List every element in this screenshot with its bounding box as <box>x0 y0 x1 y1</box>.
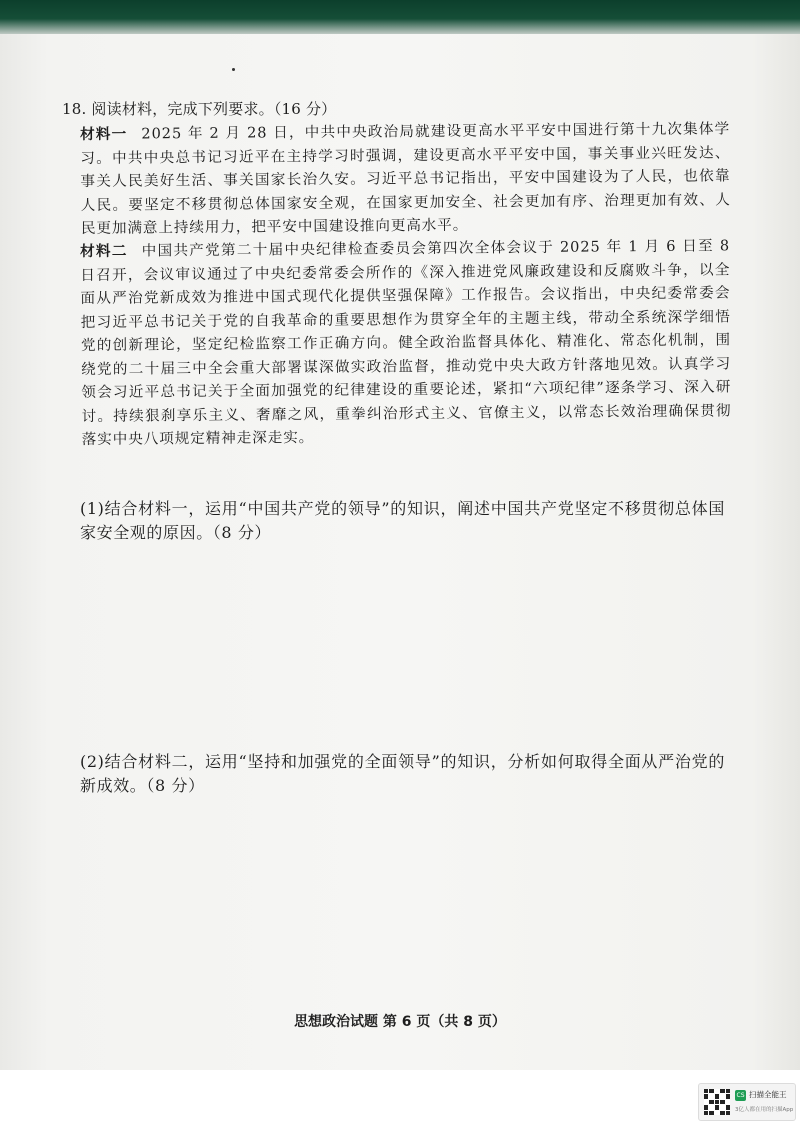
paper-speck <box>232 68 235 71</box>
material-two <box>80 234 732 451</box>
scanner-watermark <box>698 1083 796 1121</box>
qr-code-icon <box>704 1089 730 1115</box>
sub-question-2: (2)结合材料二，运用“坚持和加强党的全面领导”的知识，分析如何取得全面从严治党的新成效。（8 分） <box>80 752 725 795</box>
question-title: 18. 阅读材料，完成下列要求。（16 分） <box>62 100 337 118</box>
material-one-text: 2025 年 2 月 28 日，中共中央政治局就建设更高水平平安中国进行第十九次集体学习。中共中央总书记习近平在主持学习时强调，建设更高水平平安中国，事关事业兴旺发达、事关人民美好生活、事关国家长治久安。习近平总书记指出，平安中国建设为了人民，也依靠人民。要坚定不移贯彻总体国家安全观，在国家更加安全、社会更加有序、治理更加有效、人民更加满意上持续用力，把平安中国建设推向更高水平。 <box>80 120 731 237</box>
bottom-margin <box>0 1070 800 1132</box>
watermark-title: 扫描全能王 <box>749 1090 787 1099</box>
watermark-subtitle: 3亿人都在用的扫描App <box>735 1107 794 1113</box>
sub-question-1: (1)结合材料一，运用“中国共产党的领导”的知识，阐述中国共产党坚定不移贯彻总体国家安全观的原因。（8 分） <box>80 499 725 542</box>
material-one <box>80 117 731 240</box>
material-two-text: 中国共产党第二十届中央纪律检查委员会第四次全体会议于 2025 年 1 月 6 日至 8 日召开，会议审议通过了中央纪委常委会所作的《深入推进党风廉政建设和反腐败斗争，以全面从严治党新成效为推进中国式现代化提供坚强保障》工作报告。会议指出，中央纪委常委会把习近平总书记关于党的自我革命的重要思想作为贯穿全年的主题主线，带动全系统深学细悟党的创新理论，坚定纪检监察工作正确方向。健全政治监督具体化、精准化、常态化机制，围绕党的二十届三中全会重大部署谋深做实政治监督，推动党中央大政方针落地见效。认真学习领会习近平总书记关于全面加强党的纪律建设的重要论述，紧扣“六项纪律”逐条学习、深入研讨。持续狠刹享乐主义、奢靡之风，重拳纠治形式主义、官僚主义，以常态长效治理确保贯彻落实中央八项规定精神走深走实。 <box>80 237 732 448</box>
material-one-label: 材料一 <box>80 125 128 143</box>
top-background-band <box>0 0 800 34</box>
material-two-label: 材料二 <box>80 242 128 260</box>
page-footer: 思想政治试题 第 6 页（共 8 页） <box>294 1014 506 1030</box>
app-logo-icon: CS <box>736 1092 745 1099</box>
